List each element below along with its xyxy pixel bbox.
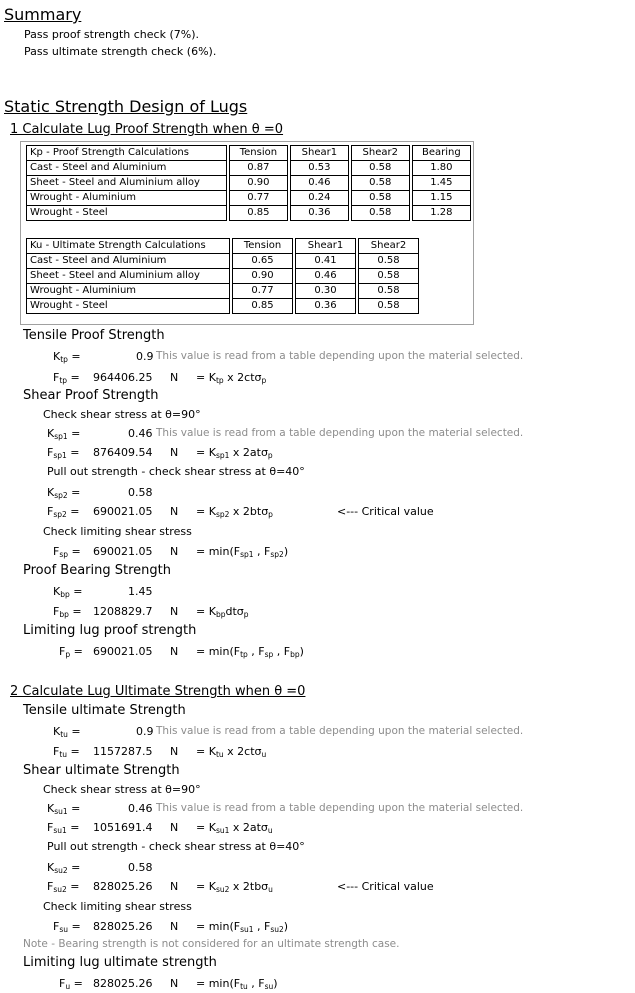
ku-cell: 0.65 bbox=[232, 254, 293, 269]
fbp-formula: = $K_{bp}dt\sigma_p$ bbox=[196, 605, 249, 619]
ksp1-note: This value is read from a table depending upon the material selected. bbox=[156, 427, 524, 439]
check-90-label-2: Check shear stress at θ=90° bbox=[43, 783, 201, 796]
kp-cell: 0.46 bbox=[290, 176, 349, 191]
fsp-value: 690021.05 bbox=[93, 545, 153, 558]
ku-cell: 0.46 bbox=[295, 269, 356, 284]
ksp2-value: 0.58 bbox=[128, 486, 153, 499]
tensile-ultimate-title: Tensile ultimate Strength bbox=[23, 703, 186, 718]
kp-cell: 0.24 bbox=[290, 191, 349, 206]
kp-cell: 1.28 bbox=[412, 206, 471, 221]
fu-label: $F_u$ = bbox=[59, 977, 83, 991]
table-row bbox=[26, 284, 419, 299]
kp-header-shear1: Shear1 bbox=[290, 145, 349, 161]
kp-cell: 0.58 bbox=[351, 161, 410, 176]
pullout-label-2: Pull out strength - check shear stress at θ=40° bbox=[47, 840, 305, 853]
ku-cell: 0.90 bbox=[232, 269, 293, 284]
critical-value-marker-2: <--- Critical value bbox=[337, 880, 434, 893]
ku-header-tension: Tension bbox=[232, 238, 293, 254]
kp-cell: 0.90 bbox=[229, 176, 288, 191]
ktu-value: 0.9 bbox=[136, 725, 154, 738]
fbp-label: $F_{bp}$ = bbox=[53, 605, 82, 619]
ftp-value: 964406.25 bbox=[93, 371, 153, 384]
ku-cell: 0.58 bbox=[358, 284, 419, 299]
fsp2-label: $F_{sp2}$ = bbox=[47, 505, 80, 519]
fsp1-unit: N bbox=[170, 446, 179, 459]
ku-cell: 0.41 bbox=[295, 254, 356, 269]
kp-cell: 0.36 bbox=[290, 206, 349, 221]
table-row bbox=[26, 269, 419, 284]
ksp1-value: 0.46 bbox=[128, 427, 153, 440]
fsp2-value: 690021.05 bbox=[93, 505, 153, 518]
fsu-formula: = $\min(F_{su1}$ , $F_{su2}$) bbox=[196, 920, 289, 934]
ktp-value: 0.9 bbox=[136, 350, 154, 363]
table-row bbox=[26, 145, 471, 161]
fu-formula: = $\min(F_{tu}$ , $F_{su}$) bbox=[196, 977, 278, 991]
kp-table bbox=[24, 145, 473, 221]
fsu1-formula: = $K_{su1}$ x 2atσ$_u$ bbox=[196, 821, 273, 835]
ku-cell: 0.85 bbox=[232, 299, 293, 314]
ku-row-label: Sheet - Steel and Aluminium alloy bbox=[26, 269, 230, 284]
fsu-label: $F_{su}$ = bbox=[53, 920, 81, 934]
section-1-heading: 1 Calculate Lug Proof Strength when θ =0 bbox=[10, 122, 284, 137]
kp-cell: 0.87 bbox=[229, 161, 288, 176]
kp-cell: 1.15 bbox=[412, 191, 471, 206]
fsp-unit: N bbox=[170, 545, 179, 558]
shear-proof-title: Shear Proof Strength bbox=[23, 388, 159, 403]
section-2-heading: 2 Calculate Lug Ultimate Strength when θ =0 bbox=[10, 684, 306, 699]
ku-header-shear2: Shear2 bbox=[358, 238, 419, 254]
kp-cell: 1.45 bbox=[412, 176, 471, 191]
kp-cell: 0.58 bbox=[351, 191, 410, 206]
limiting-ultimate-title: Limiting lug ultimate strength bbox=[23, 955, 217, 970]
bearing-note: Note - Bearing strength is not considered for an ultimate strength case. bbox=[23, 938, 400, 950]
limiting-proof-title: Limiting lug proof strength bbox=[23, 623, 197, 638]
bearing-proof-title: Proof Bearing Strength bbox=[23, 563, 171, 578]
fp-unit: N bbox=[170, 645, 179, 658]
fsp1-label: $F_{sp1}$ = bbox=[47, 446, 80, 460]
table-row bbox=[26, 176, 471, 191]
kp-cell: 0.77 bbox=[229, 191, 288, 206]
fu-value: 828025.26 bbox=[93, 977, 153, 990]
kp-row-label: Wrought - Aluminium bbox=[26, 191, 227, 206]
summary-line-proof: Pass proof strength check (7%). bbox=[24, 28, 199, 41]
ku-row-label: Cast - Steel and Aluminium bbox=[26, 254, 230, 269]
fsu2-formula: = $K_{su2}$ x 2tbσ$_u$ bbox=[196, 880, 273, 894]
fsp2-formula: = $K_{sp2}$ x 2btσ$_p$ bbox=[196, 505, 273, 519]
kp-table-title: Kp - Proof Strength Calculations bbox=[26, 145, 227, 161]
kp-cell: 0.58 bbox=[351, 206, 410, 221]
fsu2-label: $F_{su2}$ = bbox=[47, 880, 80, 894]
ksu1-label: $K_{su1}$ = bbox=[47, 802, 81, 816]
table-row bbox=[26, 191, 471, 206]
ktu-label: $K_{tu}$ = bbox=[53, 725, 81, 739]
ku-table bbox=[24, 238, 421, 314]
fbp-value: 1208829.7 bbox=[93, 605, 153, 618]
shear-ultimate-title: Shear ultimate Strength bbox=[23, 763, 180, 778]
table-row bbox=[26, 238, 419, 254]
main-title: Static Strength Design of Lugs bbox=[4, 97, 248, 116]
table-row bbox=[26, 254, 419, 269]
table-row bbox=[26, 299, 419, 314]
check-limit-label-2: Check limiting shear stress bbox=[43, 900, 192, 913]
fsp1-formula: = $K_{sp1}$ x 2atσ$_p$ bbox=[196, 446, 273, 460]
ksp2-label: $K_{sp2}$ = bbox=[47, 486, 81, 500]
critical-value-marker: <--- Critical value bbox=[337, 505, 434, 518]
ku-header-shear1: Shear1 bbox=[295, 238, 356, 254]
ftu-formula: = $K_{tu}$ x 2ctσ$_u$ bbox=[196, 745, 267, 759]
kp-cell: 0.85 bbox=[229, 206, 288, 221]
fsu-unit: N bbox=[170, 920, 179, 933]
fsu1-value: 1051691.4 bbox=[93, 821, 153, 834]
pullout-label: Pull out strength - check shear stress at θ=40° bbox=[47, 465, 305, 478]
ku-cell: 0.58 bbox=[358, 269, 419, 284]
check-limit-label: Check limiting shear stress bbox=[43, 525, 192, 538]
kp-header-tension: Tension bbox=[229, 145, 288, 161]
ftp-label: $F_{tp}$ = bbox=[53, 371, 80, 385]
kp-header-bearing: Bearing bbox=[412, 145, 471, 161]
kbp-label: $K_{bp}$ = bbox=[53, 585, 83, 599]
ftu-label: $F_{tu}$ = bbox=[53, 745, 80, 759]
fbp-unit: N bbox=[170, 605, 179, 618]
ku-cell: 0.77 bbox=[232, 284, 293, 299]
summary-title: Summary bbox=[4, 5, 82, 24]
ftp-formula: = $K_{tp}$ x 2ctσ$_p$ bbox=[196, 371, 267, 385]
kp-row-label: Sheet - Steel and Aluminium alloy bbox=[26, 176, 227, 191]
kp-cell: 0.53 bbox=[290, 161, 349, 176]
fu-unit: N bbox=[170, 977, 179, 990]
fp-label: $F_p$ = bbox=[59, 645, 83, 659]
ku-row-label: Wrought - Steel bbox=[26, 299, 230, 314]
ktu-note: This value is read from a table depending upon the material selected. bbox=[156, 725, 524, 737]
ksp1-label: $K_{sp1}$ = bbox=[47, 427, 81, 441]
ksu2-value: 0.58 bbox=[128, 861, 153, 874]
kp-header-shear2: Shear2 bbox=[351, 145, 410, 161]
fsu-value: 828025.26 bbox=[93, 920, 153, 933]
ku-cell: 0.58 bbox=[358, 299, 419, 314]
ku-cell: 0.58 bbox=[358, 254, 419, 269]
ksu1-note: This value is read from a table depending upon the material selected. bbox=[156, 802, 524, 814]
ku-cell: 0.30 bbox=[295, 284, 356, 299]
tensile-proof-title: Tensile Proof Strength bbox=[23, 328, 165, 343]
ktp-label: $K_{tp}$ = bbox=[53, 350, 81, 364]
fsp-label: $F_{sp}$ = bbox=[53, 545, 81, 559]
ksu2-label: $K_{su2}$ = bbox=[47, 861, 81, 875]
summary-line-ultimate: Pass ultimate strength check (6%). bbox=[24, 45, 217, 58]
fsp-formula: = $\min(F_{sp1}$ , $F_{sp2}$) bbox=[196, 545, 289, 559]
kp-cell: 0.58 bbox=[351, 176, 410, 191]
check-90-label: Check shear stress at θ=90° bbox=[43, 408, 201, 421]
fsp2-unit: N bbox=[170, 505, 179, 518]
fsp1-value: 876409.54 bbox=[93, 446, 153, 459]
kp-cell: 1.80 bbox=[412, 161, 471, 176]
fsu2-value: 828025.26 bbox=[93, 880, 153, 893]
fsu1-unit: N bbox=[170, 821, 179, 834]
ksu1-value: 0.46 bbox=[128, 802, 153, 815]
fp-formula: = $\min(F_{tp}$ , $F_{sp}$ , $F_{bp}$) bbox=[196, 645, 304, 659]
ftu-unit: N bbox=[170, 745, 179, 758]
kp-row-label: Wrought - Steel bbox=[26, 206, 227, 221]
kp-row-label: Cast - Steel and Aluminium bbox=[26, 161, 227, 176]
ftp-unit: N bbox=[170, 371, 179, 384]
ku-row-label: Wrought - Aluminium bbox=[26, 284, 230, 299]
table-row bbox=[26, 161, 471, 176]
ftu-value: 1157287.5 bbox=[93, 745, 153, 758]
fsu1-label: $F_{su1}$ = bbox=[47, 821, 80, 835]
k-factor-tables-box bbox=[20, 141, 474, 325]
table-row bbox=[26, 206, 471, 221]
fp-value: 690021.05 bbox=[93, 645, 153, 658]
ku-cell: 0.36 bbox=[295, 299, 356, 314]
fsu2-unit: N bbox=[170, 880, 179, 893]
kbp-value: 1.45 bbox=[128, 585, 153, 598]
ktp-note: This value is read from a table depending upon the material selected. bbox=[156, 350, 524, 362]
ku-table-title: Ku - Ultimate Strength Calculations bbox=[26, 238, 230, 254]
